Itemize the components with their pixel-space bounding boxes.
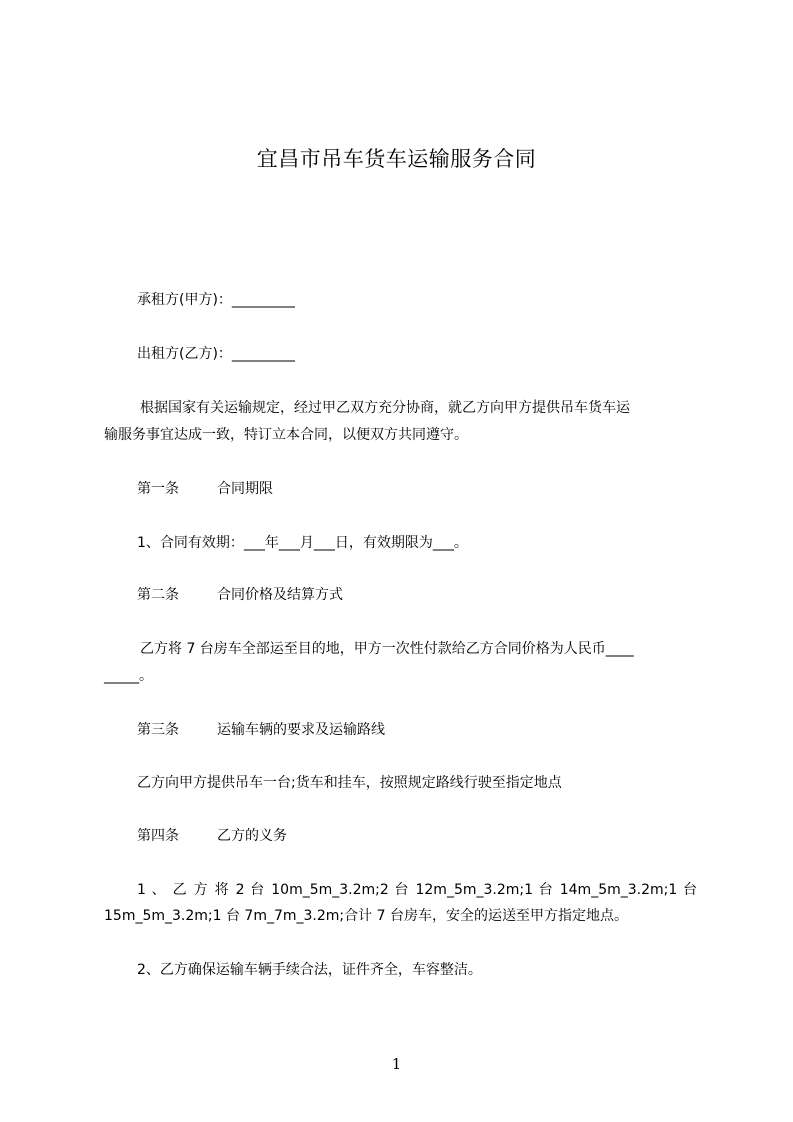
intro-paragraph-line-2: 输服务事宜达成一致，特订立本合同，以便双方共同遵守。 <box>104 427 468 443</box>
article-4-item-1-line-1: 1 、 乙 方 将 2 台 10m_5m_3.2m;2 台 12m_5m_3.2m;1 台 14m_5m_3.2m;1 台 <box>137 882 697 898</box>
article-4-number: 第四条 <box>137 828 179 844</box>
article-4-item-2: 2、乙方确保运输车辆手续合法，证件齐全，车容整洁。 <box>137 962 482 978</box>
article-1-heading <box>137 479 273 499</box>
article-3-number: 第三条 <box>137 722 179 738</box>
article-4-item-1-line-2: 15m_5m_3.2m;1 台 7m_7m_3.2m;合计 7 台房车，安全的运送至甲方指定地点。 <box>104 908 628 924</box>
article-2-number: 第二条 <box>137 587 179 603</box>
page-number: 1 <box>391 1055 402 1073</box>
lessee-line: 承租方(甲方)：_________ <box>137 292 295 308</box>
article-2-heading <box>137 585 343 605</box>
article-3-title: 运输车辆的要求及运输路线 <box>217 722 385 738</box>
article-3-text: 乙方向甲方提供吊车一台;货车和挂车，按照规定路线行驶至指定地点 <box>137 775 562 791</box>
lessor-line: 出租方(乙方)：_________ <box>137 346 295 362</box>
article-2-title: 合同价格及结算方式 <box>217 587 343 603</box>
article-2-text-line-1: 乙方将 7 台房车全部运至目的地，甲方一次性付款给乙方合同价格为人民币____ <box>140 641 634 657</box>
intro-paragraph-line-1: 根据国家有关运输规定，经过甲乙双方充分协商，就乙方向甲方提供吊车货车运 <box>140 400 630 416</box>
article-1-number: 第一条 <box>137 481 179 497</box>
document-title: 宜昌市吊车货车运输服务合同 <box>256 147 537 171</box>
article-4-title: 乙方的义务 <box>217 828 287 844</box>
article-1-item-1: 1、合同有效期：___年___月___日，有效期限为___。 <box>137 535 468 551</box>
article-4-heading <box>137 826 287 846</box>
article-3-heading <box>137 720 385 740</box>
article-1-title: 合同期限 <box>217 481 273 497</box>
article-2-text-line-2: _____。 <box>104 668 153 684</box>
